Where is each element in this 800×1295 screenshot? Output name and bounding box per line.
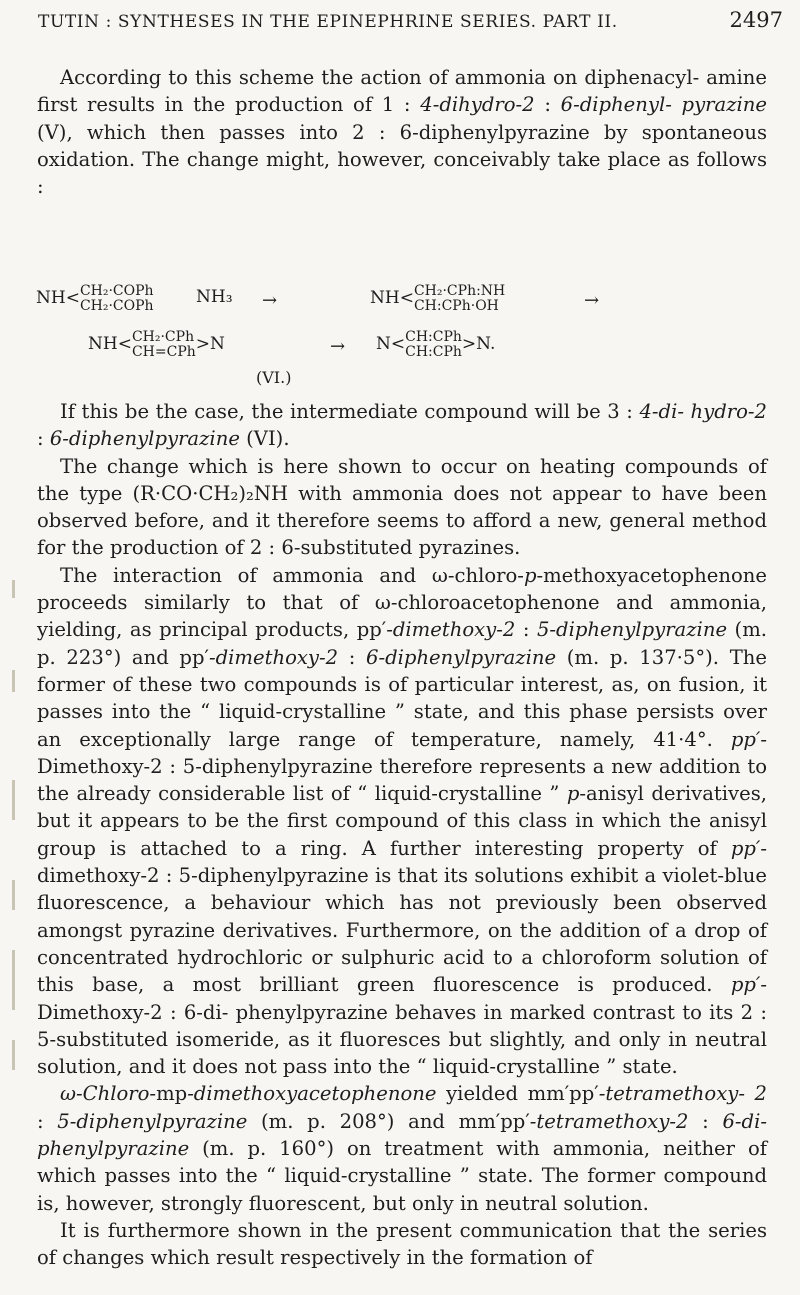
reaction-arrow: → (262, 290, 278, 311)
page-number: 2497 (729, 8, 783, 32)
binding-edge-marks (0, 520, 30, 1220)
formula-intermediate-1: NH<CH₂·CPh:NH CH:CPh·OH (370, 283, 506, 314)
body-text (37, 398, 767, 1272)
paragraph-intro: According to this scheme the action of ammonia on diphenacyl- amine first results in the production of 1 : 4-dihydro-2 : 6-diphenyl- pyrazine (V), which then passes into 2 : 6-diphenylpyrazine by spontaneous oxidation. The change might, however, conceivably take place as follows : (37, 66, 768, 199)
reaction-arrow: → (584, 290, 600, 311)
compound-label: (VI.) (256, 368, 292, 387)
formula-pyrazine: N<CH:CPh CH:CPh>N. (376, 329, 496, 360)
paragraph: If this be the case, the intermediate compound will be 3 : 4-di- hydro-2 : 6-diphenylpyrazine (VI). (37, 400, 767, 451)
formula-dihydropyrazine: NH<CH₂·CPh CH=CPh>N (88, 329, 225, 360)
paragraph: The interaction of ammonia and ω-chloro-p-methoxyacetophenone proceeds similarly to that of ω-chloroacetophenone and ammonia, yielding, as principal products, pp′-dimethoxy-2 : 5-diphenylpyrazine (m. p. 223°) and pp′-dimethoxy-2 : 6-diphenylpyrazine (m. p. 137·5°). The former of these two compounds is of particular interest, as, on fusion, it passes into the “ liquid-crystalline ” state, and this phase persists over an exceptionally large range of temperature, namely, 41·4°. pp′-Dimethoxy-2 : 5-diphenylpyrazine therefore represents a new addition to the already considerable list of “ liquid-crystalline ” p-anisyl derivatives, but it appears to be the first compound of this class in which the anisyl group is attached to a ring. A further interesting property of pp′-dimethoxy-2 : 5-diphenylpyrazine is that its solutions exhibit a violet-blue fluorescence, a behaviour which has not previously been observed amongst pyrazine derivatives. Furthermore, on the addition of a drop of concentrated hydrochloric or sulphuric acid to a chloroform solution of this base, a most brilliant green fluorescence is produced. pp′-Dimethoxy-2 : 6-di- phenylpyrazine behaves in marked contrast to its 2 : 5-substituted isomeride, as it fluoresces but slightly, and only in neutral solution, and it does not pass into the “ liquid-crystalline ” state. (37, 563, 768, 1079)
running-header (38, 6, 783, 34)
running-head: TUTIN : SYNTHESES IN THE EPINEPHRINE SERIES. PART II. (38, 12, 618, 32)
formula-diphenacylamine: NH<CH₂·COPh CH₂·COPh (36, 283, 154, 314)
reaction-arrow: → (330, 336, 346, 357)
paragraph: It is furthermore shown in the present communication that the series of changes which result respectively in the formation of (37, 1218, 767, 1270)
paragraph: ω-Chloro-mp-dimethoxyacetophenone yielded mm′pp′-tetramethoxy- 2 : 5-diphenylpyrazine (m. p. 208°) and mm′pp′-tetramethoxy-2 : 6-di- phenylpyrazine (m. p. 160°) on treatment with ammonia, neither of which passes into the “ liquid-crystalline ” state. The former compound is, however, strongly fluorescent, but only in neutral solution. (37, 1082, 767, 1215)
reagent-ammonia: NH₃ (196, 287, 233, 307)
paragraph: The change which is here shown to occur on heating compounds of the type (R·CO·CH₂)₂NH with ammonia does not appear to have been observed before, and it therefore seems to afford a new, general method for the production of 2 : 6-substituted pyrazines. (37, 454, 767, 560)
